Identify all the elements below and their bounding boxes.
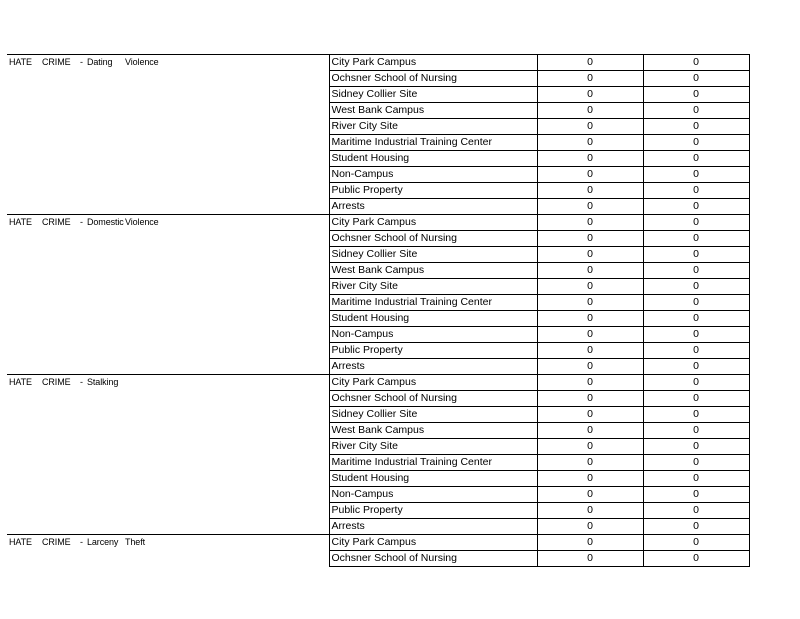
- count-cell: 0: [537, 455, 643, 471]
- location-cell: Sidney Collier Site: [329, 87, 537, 103]
- category-word: -: [80, 537, 83, 547]
- location-cell: Public Property: [329, 343, 537, 359]
- count-cell: 0: [537, 263, 643, 279]
- category-word: Dating: [87, 57, 113, 67]
- table-row: [7, 375, 749, 391]
- count-cell: 0: [537, 279, 643, 295]
- location-cell: Student Housing: [329, 311, 537, 327]
- category-word: Larceny: [87, 537, 119, 547]
- location-cell: River City Site: [329, 119, 537, 135]
- count-cell: 0: [537, 439, 643, 455]
- count-cell: 0: [643, 151, 749, 167]
- category-word: Theft: [125, 537, 146, 547]
- count-cell: 0: [537, 135, 643, 151]
- count-cell: 0: [643, 535, 749, 551]
- location-cell: Public Property: [329, 183, 537, 199]
- count-cell: 0: [537, 551, 643, 567]
- location-cell: Non-Campus: [329, 167, 537, 183]
- crime-statistics-table: [7, 54, 750, 567]
- category-word: -: [80, 377, 83, 387]
- count-cell: 0: [643, 391, 749, 407]
- crime-category-label: [7, 375, 329, 535]
- category-word: Stalking: [87, 377, 119, 387]
- count-cell: 0: [643, 215, 749, 231]
- count-cell: 0: [643, 87, 749, 103]
- location-cell: West Bank Campus: [329, 263, 537, 279]
- count-cell: 0: [537, 327, 643, 343]
- category-word: HATE: [9, 217, 32, 227]
- category-word: CRIME: [42, 377, 71, 387]
- count-cell: 0: [537, 71, 643, 87]
- table-row: [7, 55, 749, 71]
- count-cell: 0: [643, 375, 749, 391]
- location-cell: City Park Campus: [329, 215, 537, 231]
- count-cell: 0: [537, 119, 643, 135]
- location-cell: Maritime Industrial Training Center: [329, 455, 537, 471]
- count-cell: 0: [537, 359, 643, 375]
- count-cell: 0: [643, 359, 749, 375]
- location-cell: River City Site: [329, 439, 537, 455]
- count-cell: 0: [537, 471, 643, 487]
- location-cell: Non-Campus: [329, 487, 537, 503]
- category-word: -: [80, 217, 83, 227]
- count-cell: 0: [643, 407, 749, 423]
- count-cell: 0: [537, 391, 643, 407]
- category-word: Domestic: [87, 217, 124, 227]
- count-cell: 0: [537, 215, 643, 231]
- table-row: [7, 535, 749, 551]
- location-cell: City Park Campus: [329, 535, 537, 551]
- location-cell: Ochsner School of Nursing: [329, 231, 537, 247]
- count-cell: 0: [537, 55, 643, 71]
- count-cell: 0: [643, 263, 749, 279]
- location-cell: Maritime Industrial Training Center: [329, 135, 537, 151]
- count-cell: 0: [643, 199, 749, 215]
- crime-category-label: [7, 55, 329, 215]
- count-cell: 0: [537, 535, 643, 551]
- count-cell: 0: [643, 183, 749, 199]
- category-word: HATE: [9, 537, 32, 547]
- category-word: -: [80, 57, 83, 67]
- count-cell: 0: [643, 439, 749, 455]
- category-word: CRIME: [42, 217, 71, 227]
- location-cell: Non-Campus: [329, 327, 537, 343]
- count-cell: 0: [537, 247, 643, 263]
- count-cell: 0: [537, 375, 643, 391]
- count-cell: 0: [537, 503, 643, 519]
- count-cell: 0: [537, 87, 643, 103]
- table-row: [7, 215, 749, 231]
- count-cell: 0: [643, 327, 749, 343]
- location-cell: Public Property: [329, 503, 537, 519]
- crime-statistics-body: [7, 55, 749, 567]
- count-cell: 0: [643, 247, 749, 263]
- category-word: CRIME: [42, 537, 71, 547]
- location-cell: Ochsner School of Nursing: [329, 391, 537, 407]
- count-cell: 0: [643, 71, 749, 87]
- count-cell: 0: [643, 551, 749, 567]
- count-cell: 0: [537, 231, 643, 247]
- category-word: Violence: [125, 217, 159, 227]
- crime-category-label: [7, 215, 329, 375]
- location-cell: City Park Campus: [329, 55, 537, 71]
- count-cell: 0: [537, 103, 643, 119]
- count-cell: 0: [537, 311, 643, 327]
- location-cell: West Bank Campus: [329, 423, 537, 439]
- crime-category-label: [7, 535, 329, 567]
- count-cell: 0: [537, 167, 643, 183]
- count-cell: 0: [537, 295, 643, 311]
- location-cell: Maritime Industrial Training Center: [329, 295, 537, 311]
- location-cell: Arrests: [329, 359, 537, 375]
- count-cell: 0: [643, 503, 749, 519]
- count-cell: 0: [537, 151, 643, 167]
- category-word: CRIME: [42, 57, 71, 67]
- category-word: HATE: [9, 377, 32, 387]
- count-cell: 0: [643, 119, 749, 135]
- category-word: HATE: [9, 57, 32, 67]
- count-cell: 0: [643, 487, 749, 503]
- count-cell: 0: [643, 455, 749, 471]
- count-cell: 0: [537, 343, 643, 359]
- location-cell: Arrests: [329, 519, 537, 535]
- count-cell: 0: [643, 471, 749, 487]
- count-cell: 0: [643, 55, 749, 71]
- count-cell: 0: [643, 423, 749, 439]
- count-cell: 0: [643, 231, 749, 247]
- count-cell: 0: [537, 487, 643, 503]
- count-cell: 0: [643, 135, 749, 151]
- count-cell: 0: [537, 199, 643, 215]
- count-cell: 0: [643, 279, 749, 295]
- location-cell: Sidney Collier Site: [329, 407, 537, 423]
- count-cell: 0: [537, 407, 643, 423]
- location-cell: City Park Campus: [329, 375, 537, 391]
- count-cell: 0: [643, 103, 749, 119]
- count-cell: 0: [643, 343, 749, 359]
- count-cell: 0: [537, 519, 643, 535]
- location-cell: Arrests: [329, 199, 537, 215]
- count-cell: 0: [537, 183, 643, 199]
- count-cell: 0: [643, 167, 749, 183]
- category-word: Violence: [125, 57, 159, 67]
- location-cell: Student Housing: [329, 471, 537, 487]
- location-cell: West Bank Campus: [329, 103, 537, 119]
- count-cell: 0: [643, 519, 749, 535]
- count-cell: 0: [643, 295, 749, 311]
- location-cell: River City Site: [329, 279, 537, 295]
- count-cell: 0: [537, 423, 643, 439]
- location-cell: Student Housing: [329, 151, 537, 167]
- location-cell: Sidney Collier Site: [329, 247, 537, 263]
- count-cell: 0: [643, 311, 749, 327]
- location-cell: Ochsner School of Nursing: [329, 71, 537, 87]
- location-cell: Ochsner School of Nursing: [329, 551, 537, 567]
